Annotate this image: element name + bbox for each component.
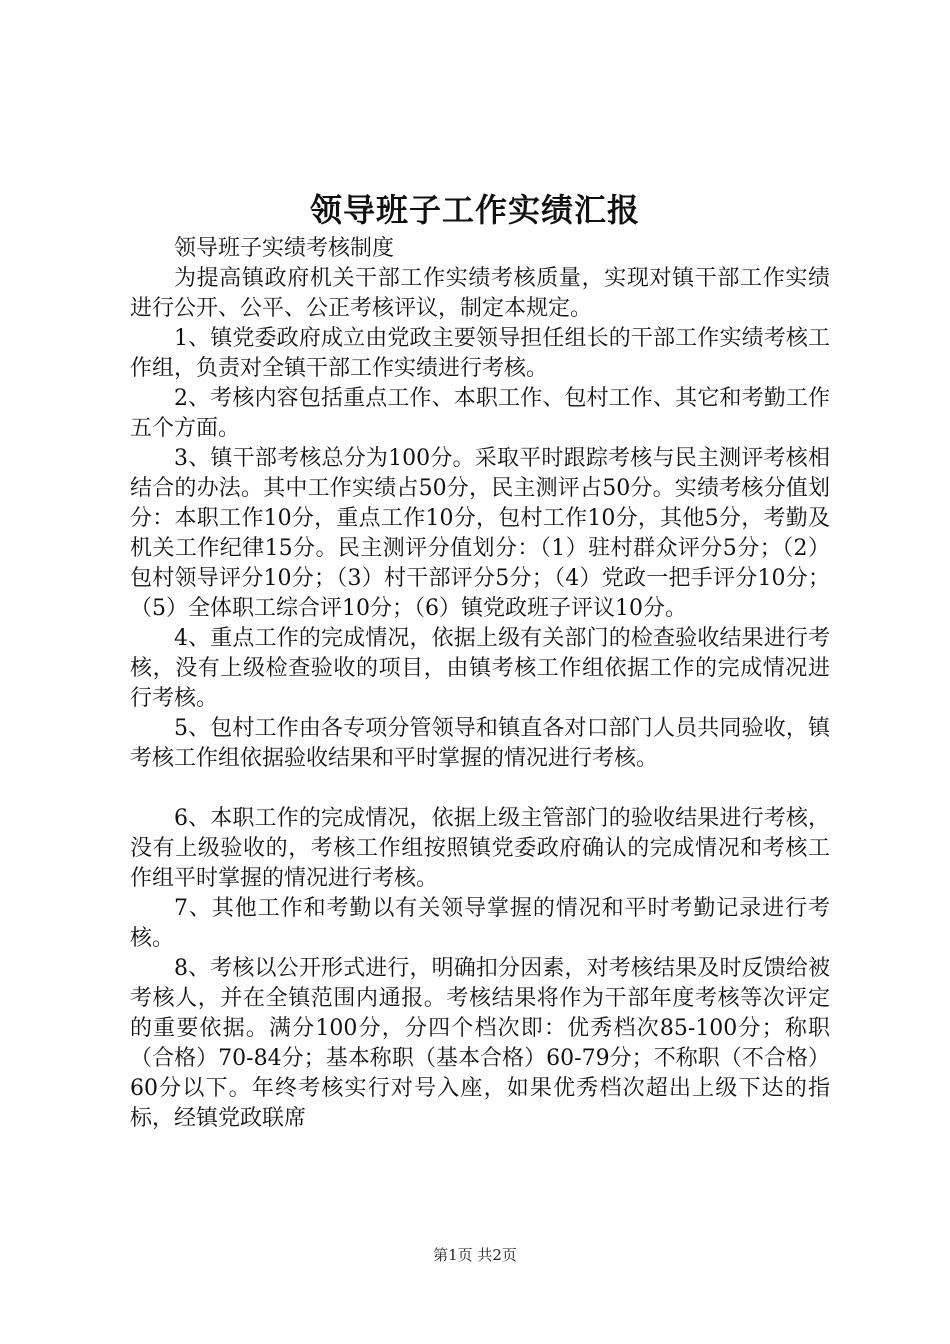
body-paragraph: 4、重点工作的完成情况，依据上级有关部门的检查验收结果进行考核，没有上级检查验收的项目，由镇考核工作组依据工作的完成情况进行考核。 (130, 626, 830, 711)
body-paragraph: 8、考核以公开形式进行，明确扣分因素，对考核结果及时反馈给被考核人，并在全镇范围内通报。考核结果将作为干部年度考核等次评定的重要依据。满分100分，分四个档次即：优秀档次85-100分；称职（合格）70-84分；基本称职（基本合格）60-79分；不称职（不合格）60分以下。年终考核实行对号入座，如果优秀档次超出上级下达的指标，经镇党政联席 (130, 956, 830, 1131)
body-paragraph: 6、本职工作的完成情况，依据上级主管部门的验收结果进行考核，没有上级验收的，考核工作组按照镇党委政府确认的完成情况和考核工作组平时掌握的情况进行考核。 (130, 806, 830, 891)
body-paragraph: 3、镇干部考核总分为100分。采取平时跟踪考核与民主测评考核相结合的办法。其中工作实绩占50分，民主测评占50分。实绩考核分值划分：本职工作10分，重点工作10分，包村工作10分，其他5分，考勤及机关工作纪律15分。民主测评分值划分：（1）驻村群众评分5分；（2）包村领导评分10分；（3）村干部评分5分；（4）党政一把手评分10分；（5）全体职工综合评10分；（6）镇党政班子评议10分。 (130, 446, 830, 621)
body-paragraph: 1、镇党委政府成立由党政主要领导担任组长的干部工作实绩考核工作组，负责对全镇干部工作实绩进行考核。 (130, 326, 830, 381)
document-title: 领导班子工作实绩汇报 (309, 191, 640, 229)
body-paragraph: 领导班子实绩考核制度 (174, 236, 395, 261)
body-paragraph: 2、考核内容包括重点工作、本职工作、包村工作、其它和考勤工作五个方面。 (130, 386, 830, 441)
page-number-footer: 第1页 共2页 (433, 1246, 517, 1264)
body-paragraph: 为提高镇政府机关干部工作实绩考核质量，实现对镇干部工作实绩进行公开、公平、公正考核评议，制定本规定。 (130, 266, 830, 321)
document-body (130, 234, 830, 1134)
body-paragraph: 5、包村工作由各专项分管领导和镇直各对口部门人员共同验收，镇考核工作组依据验收结果和平时掌握的情况进行考核。 (130, 716, 830, 771)
body-paragraph: 7、其他工作和考勤以有关领导掌握的情况和平时考勤记录进行考核。 (130, 896, 830, 951)
